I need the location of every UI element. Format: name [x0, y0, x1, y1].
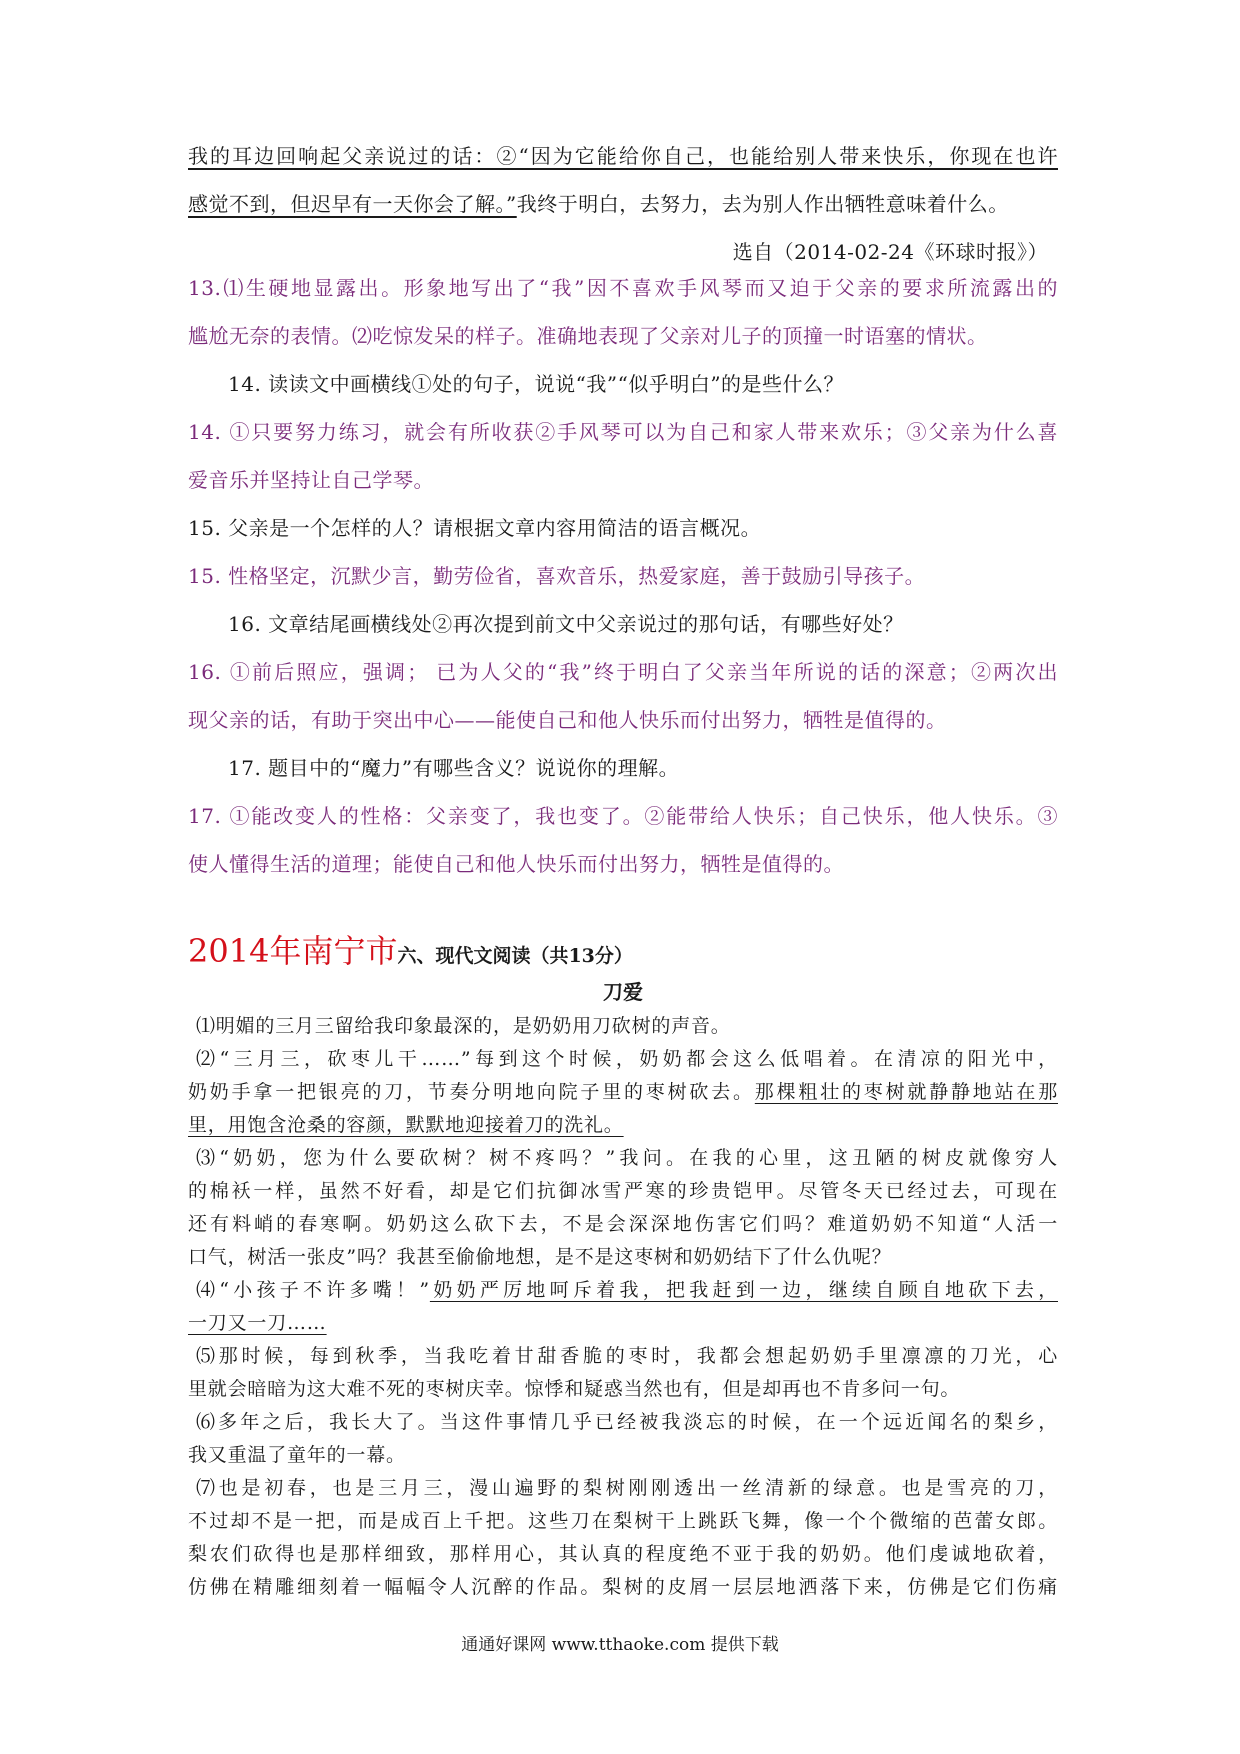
question-15: 15. 父亲是一个怎样的人？请根据文章内容用简洁的语言概况。 — [188, 516, 762, 540]
underlined-sentence: 感觉不到，但迟早有一天你会了解。” — [188, 192, 517, 216]
answer-label: 13. — [188, 276, 222, 300]
question-17: 17. 题目中的“魔力”有哪些含义？说说你的理解。 — [228, 756, 680, 780]
answer-13-line1 — [188, 264, 1058, 312]
section-title: 六、现代文阅读（共13分） — [397, 945, 633, 967]
passage-line: 仿佛在精雕细刻着一幅幅令人沉醉的作品。梨树的皮屑一层层地洒落下来，仿佛是它们伤痛 — [188, 1576, 1058, 1598]
answer-16-line2: 现父亲的话，有助于突出中心——能使自己和他人快乐而付出努力，牺牲是值得的。 — [188, 708, 947, 732]
underlined-sentence-2-cont: 一刀又一刀…… — [188, 1312, 327, 1334]
passage-line: 还有料峭的春寒啊。奶奶这么砍下去，不是会深深地伤害它们吗？难道奶奶不知道“人活一 — [188, 1213, 1058, 1235]
passage-line — [188, 1274, 1058, 1307]
passage-line — [188, 1076, 1058, 1109]
passage-line: ⑺也是初春，也是三月三，漫山遍野的梨树刚刚透出一丝清新的绿意。也是雪亮的刀， — [196, 1477, 1058, 1499]
question-16: 16. 文章结尾画横线处②再次提到前文中父亲说过的那句话，有哪些好处？ — [228, 612, 904, 636]
underlined-sentence-1-cont: 里，用饱含沧桑的容颜，默默地迎接着刀的洗礼。 — [188, 1114, 624, 1136]
section-heading — [188, 928, 1058, 980]
passage-line: 梨农们砍得也是那样细致，那样用心，其认真的程度绝不亚于我的奶奶。他们虔诚地砍着， — [188, 1543, 1058, 1565]
passage-line: ⑶“奶奶，您为什么要砍树？树不疼吗？”我问。在我的心里，这丑陋的树皮就像穷人 — [196, 1147, 1058, 1169]
answer-text: ⑴生硬地显露出。形象地写出了“我”因不喜欢手风琴而又迫于父亲的要求所流露出的 — [221, 276, 1058, 300]
answer-13-line2: 尴尬无奈的表情。⑵吃惊发呆的样子。准确地表现了父亲对儿子的顶撞一时语塞的情状。 — [188, 324, 988, 348]
passage-line — [188, 180, 1058, 228]
reading-passage — [188, 1010, 1058, 1604]
answer-17-line2: 使人懂得生活的道理；能使自己和他人快乐而付出努力，牺牲是值得的。 — [188, 852, 844, 876]
passage-text: 奶奶手拿一把银亮的刀，节奏分明地向院子里的枣树砍去。 — [188, 1081, 755, 1103]
passage-text: 我终于明白，去努力，去为别人作出牺牲意味着什么。 — [516, 192, 1009, 216]
answer-14-line1: 14. ①只要努力练习，就会有所收获②手风琴可以为自己和家人带来欢乐；③父亲为什么喜 — [188, 420, 1058, 444]
answer-17-line1: 17. ①能改变人的性格：父亲变了，我也变了。②能带给人快乐；自己快乐，他人快乐。③ — [188, 804, 1058, 828]
passage-line: 不过却不是一把，而是成百上千把。这些刀在梨树干上跳跃飞舞，像一个个微缩的芭蕾女郎。 — [188, 1510, 1058, 1532]
passage-line: 的棉袄一样，虽然不好看，却是它们抗御冰雪严寒的珍贵铠甲。尽管冬天已经过去，可现在 — [188, 1180, 1058, 1202]
previous-passage-ending — [188, 132, 1058, 276]
passage-title: 刀爱 — [603, 980, 643, 1004]
passage-line: 里就会暗暗为这大难不死的枣树庆幸。惊悸和疑惑当然也有，但是却再也不肯多问一句。 — [188, 1378, 961, 1400]
answer-14-line2: 爱音乐并坚持让自己学琴。 — [188, 468, 434, 492]
passage-line: ⑸那时候，每到秋季，当我吃着甘甜香脆的枣时，我都会想起奶奶手里凛凛的刀光，心 — [196, 1345, 1058, 1367]
passage-line — [188, 132, 1058, 180]
underlined-sentence-1: 那棵粗壮的枣树就静静地站在那 — [754, 1081, 1058, 1103]
underlined-sentence-2: 奶奶严厉地呵斥着我，把我赶到一边，继续自顾自地砍下去， — [429, 1279, 1058, 1301]
passage-text: ⑷“小孩子不许多嘴！” — [196, 1279, 430, 1301]
answer-15: 15. 性格坚定，沉默少言，勤劳俭省，喜欢音乐，热爱家庭，善于鼓励引导孩子。 — [188, 564, 926, 588]
passage-text: 我的耳边回响起父亲说过的话：②“因为它能给你自己，也能给别人带来快乐，你现在也许 — [188, 144, 1058, 168]
question-answer-block — [188, 264, 1058, 888]
source-citation: 选自（2014-02-24《环球时报》） — [732, 240, 1048, 264]
answer-16-line1: 16. ①前后照应，强调； 已为人父的“我”终于明白了父亲当年所说的话的深意；②两次出 — [188, 660, 1058, 684]
passage-line: 我又重温了童年的一幕。 — [188, 1444, 406, 1466]
question-14: 14. 读读文中画横线①处的句子，说说“我”“似乎明白”的是些什么？ — [228, 372, 845, 396]
passage-line: ⑴明媚的三月三留给我印象最深的，是奶奶用刀砍树的声音。 — [196, 1015, 731, 1037]
passage-line: 口气，树活一张皮”吗？我甚至偷偷地想，是不是这枣树和奶奶结下了什么仇呢？ — [188, 1246, 892, 1268]
page-footer: 通通好课网 www.tthaoke.com 提供下载 — [461, 1635, 779, 1655]
passage-line: ⑵“三月三，砍枣儿干……”每到这个时候，奶奶都会这么低唱着。在清凉的阳光中， — [196, 1048, 1058, 1070]
city-year-label: 2014年南宁市 — [188, 932, 398, 970]
passage-line: ⑹多年之后，我长大了。当这件事情几乎已经被我淡忘的时候，在一个远近闻名的梨乡， — [196, 1411, 1058, 1433]
